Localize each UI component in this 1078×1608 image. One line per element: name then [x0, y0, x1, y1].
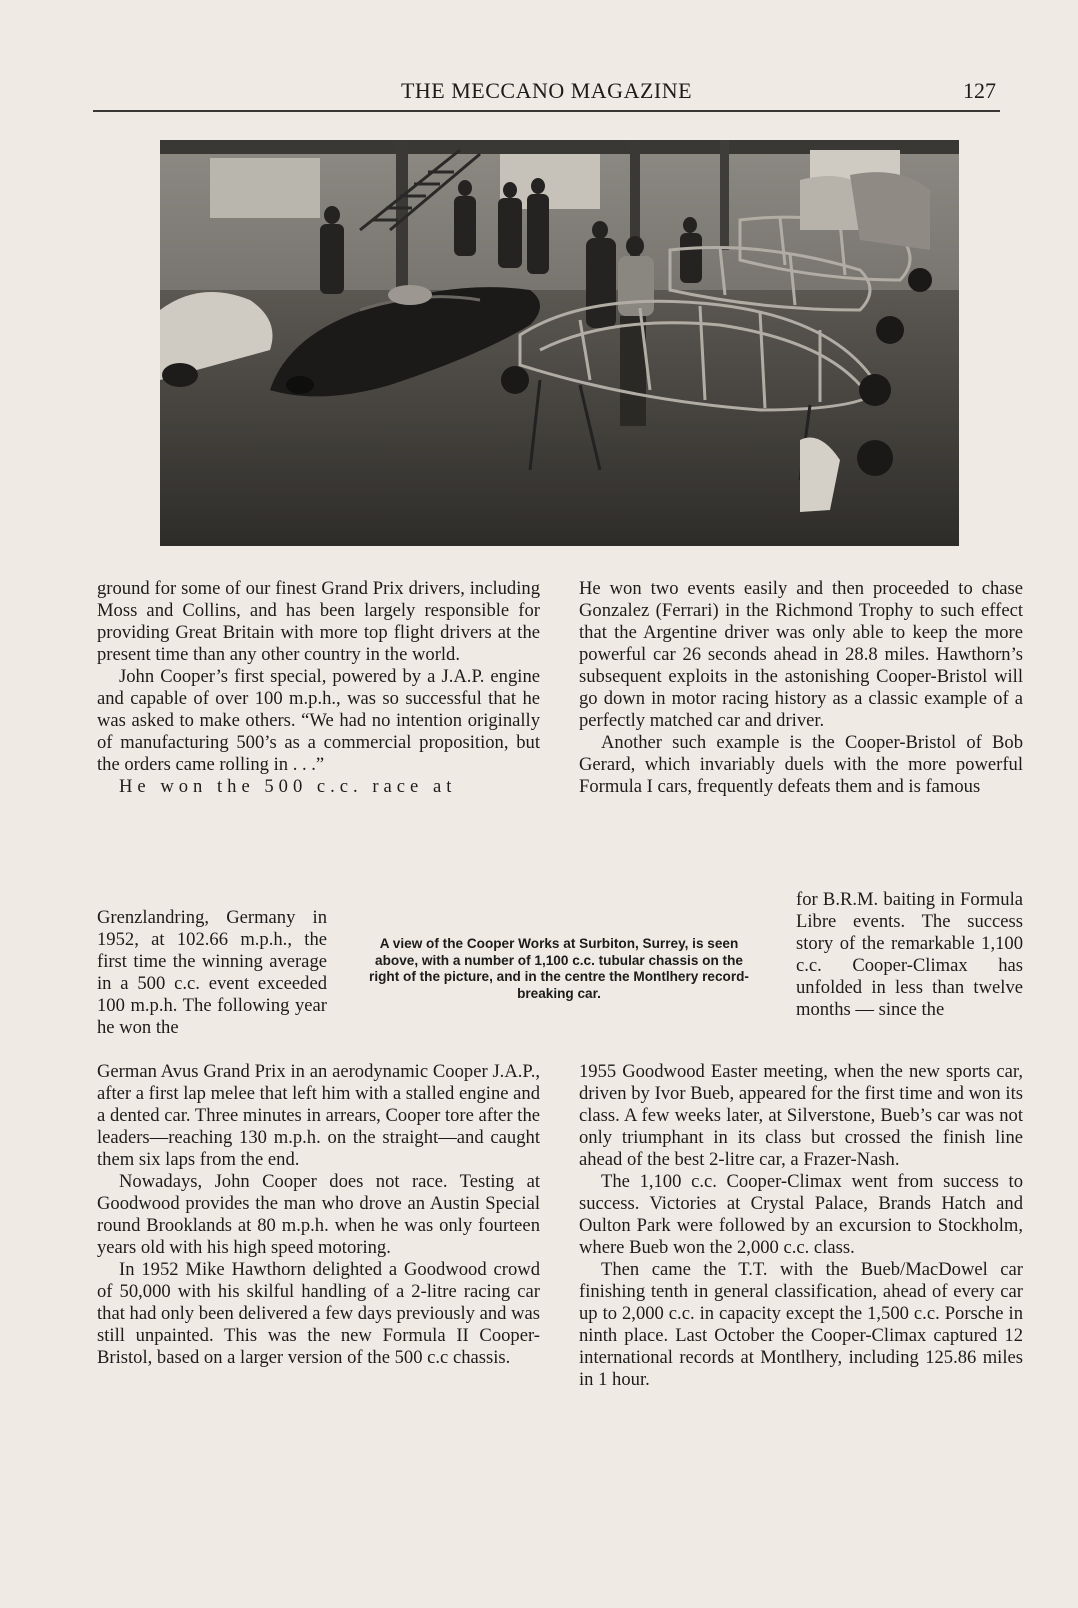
left-column-bottom: [97, 1061, 540, 1369]
running-header: [93, 76, 1000, 112]
paragraph: He won two events easily and then proceeded to chase Gonzalez (Ferrari) in the Richmond Trophy to such effect that the Argentine driver was only able to keep the more powerful car 26 seconds ahead in 28.8 miles. Hawthorn’s subsequent exploits in the astonishing Cooper-Bristol will go down in motor racing history as a classic example of a perfectly matched car and driver.: [579, 578, 1023, 731]
paragraph: In 1952 Mike Hawthorn delighted a Goodwood crowd of 50,000 with his skilful handling of a 2-litre racing car that had only been delivered a few days previously and was still unpainted. This was the new Formula II Cooper-Bristol, based on a larger version of the 500 c.c chassis.: [97, 1259, 541, 1368]
photo-cooper-works-icon: [160, 140, 959, 546]
left-column-mid: [97, 907, 327, 1039]
paragraph: Grenzlandring, Germany in 1952, at 102.66 m.p.h., the first time the winning average in a 500 c.c. event exceeded 100 m.p.h. The following year he won the: [97, 907, 327, 1038]
paragraph: Nowadays, John Cooper does not race. Testing at Goodwood provides the man who drove an Austin Special round Brooklands at 80 m.p.h. when he was only fourteen years old with his high speed motoring.: [97, 1171, 540, 1258]
paragraph: ground for some of our finest Grand Prix drivers, including Moss and Collins, and has been largely responsible for providing Great Britain with more top flight drivers at the present time than any other country in the world.: [97, 578, 540, 665]
paragraph: German Avus Grand Prix in an aerodynamic Cooper J.A.P., after a first lap melee that left him with a stalled engine and a dented car. Three minutes in arrears, Cooper tore after the leaders—reaching 130 m.p.h. on the straight—and caught them six laps from the end.: [97, 1061, 540, 1170]
paragraph: John Cooper’s first special, powered by a J.A.P. engine and capable of over 100 m.p.h., was so successful that he was asked to make others. “We had no intention originally of manufacturing 500’s as a commercial proposition, but the orders came rolling in . . .”: [97, 666, 540, 775]
magazine-title: THE MECCANO MAGAZINE: [400, 78, 693, 103]
paragraph: for B.R.M. baiting in Formula Libre events. The success story of the remarkable 1,100 c.c. Cooper-Climax has unfolded in less than twelve months — since the: [796, 889, 1023, 1020]
page-number: 127: [963, 78, 996, 103]
left-column-top: [97, 578, 540, 798]
paragraph: Another such example is the Cooper-Bristol of Bob Gerard, which invariably duels with the more powerful Formula I cars, frequently defeats them and is famous: [579, 732, 1023, 797]
paragraph: The 1,100 c.c. Cooper-Climax went from success to success. Victories at Crystal Palace, Brands Hatch and Oulton Park were followed by an excursion to Stockholm, where Bueb won the 2,000 c.c. class.: [579, 1171, 1023, 1258]
photo-caption: A view of the Cooper Works at Surbiton, Surrey, is seen above, with a number of 1,100 c.c. tubular chassis on the right of the picture, and in the centre the Montlhery record-breaking car.: [369, 936, 749, 1001]
paragraph: Then came the T.T. with the Bueb/MacDowel car finishing tenth in general classification, ahead of every car up to 2,000 c.c. in capacity except the 1,500 c.c. Porsche in ninth place. Last October the Cooper-Climax captured 12 international records at Montlhery, including 125.86 miles in 1 hour.: [579, 1259, 1023, 1390]
right-column-mid: [796, 889, 1023, 1021]
paragraph: He won the 500 c.c. race at: [119, 776, 457, 797]
right-column-bottom: [579, 1061, 1023, 1391]
right-column-top: [579, 578, 1023, 798]
paragraph: 1955 Goodwood Easter meeting, when the new sports car, driven by Ivor Bueb, appeared for the first time and won its class. A few weeks later, at Silverstone, Bueb’s car was not only triumphant in its class but crossed the finish line ahead of the best 2-litre car, a Frazer-Nash.: [579, 1061, 1023, 1170]
workshop-photo: [160, 140, 959, 546]
